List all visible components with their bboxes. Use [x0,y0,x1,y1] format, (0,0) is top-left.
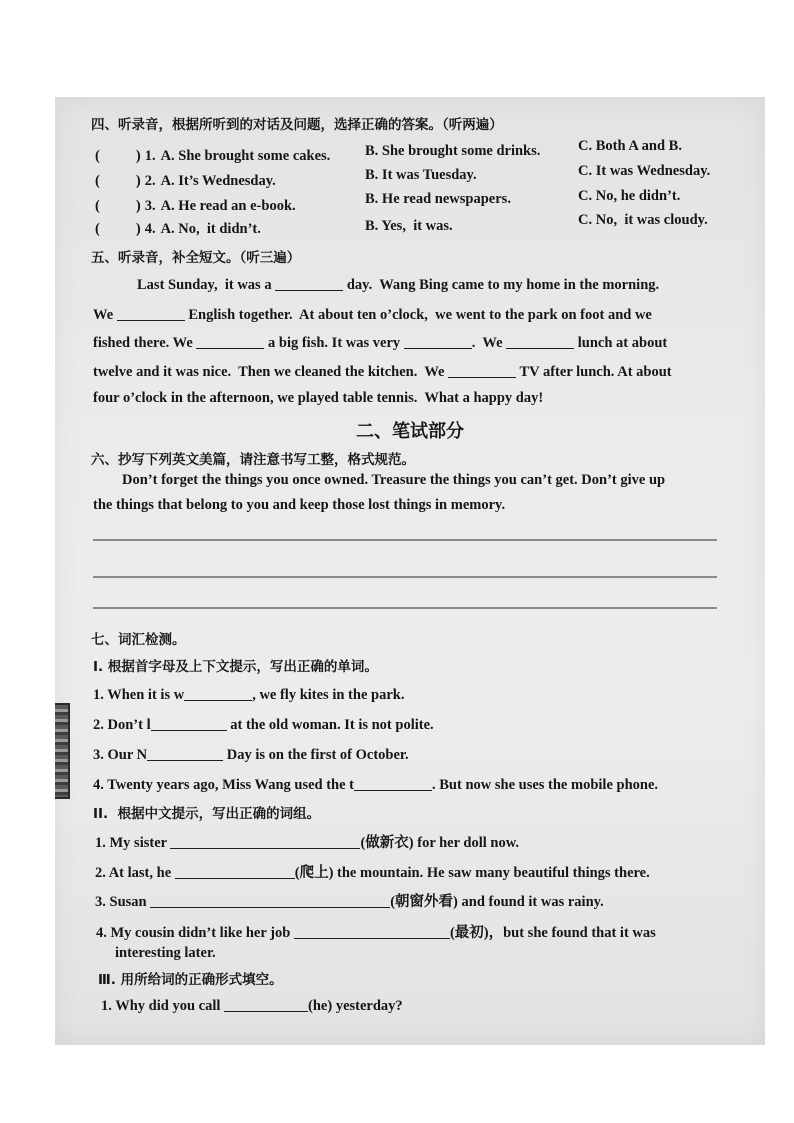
answer-blank[interactable] [184,688,252,701]
passage-text: Last Sunday, it was a [137,277,276,293]
question-1-option-c: C. Both A and B. [578,138,682,154]
answer-blank[interactable] [150,895,390,908]
section-six-heading: 六、抄写下列英文美篇，请注意书写工整，格式规范。 [91,452,415,468]
passage-blank[interactable] [404,336,472,349]
option-a: A. He read an e-book. [160,198,296,214]
bracket-close: ) [135,221,141,237]
answer-blank[interactable] [224,999,308,1012]
item-text: 3. Susan [95,894,151,910]
question-1-row [95,147,330,165]
bracket-close: ) [135,198,141,214]
item-text: , we fly kites in the park. [252,687,405,703]
initial-letter-heading: I. 根据首字母及上下文提示，写出正确的单词。 [93,659,378,675]
phrase-item-1 [95,834,519,852]
phrase-item-4 [96,924,656,942]
passage-text: day. Wang Bing came to my home in the morning. [343,277,660,293]
option-a: A. She brought some cakes. [160,148,331,164]
initial-letter-item-2 [93,716,434,734]
answer-blank[interactable] [151,718,227,731]
item-text: 2. Don’t l [93,717,151,733]
bracket-close: ) [135,173,141,189]
question-4-row [95,220,261,238]
written-part-title: 二、笔试部分 [356,421,464,442]
bracket-open: ( [95,221,100,237]
passage-blank[interactable] [448,365,516,378]
bracket-open: ( [95,173,100,189]
question-1-option-b: B. She brought some drinks. [365,143,541,159]
answer-blank[interactable] [147,748,223,761]
question-number: 4. [144,221,156,237]
item-text: . But now she uses the mobile phone. [432,777,659,793]
passage-text: four o’clock in the afternoon, we played table tennis. What a happy day! [93,390,544,406]
passage-text: . We [471,335,507,351]
question-2-option-b: B. It was Tuesday. [365,167,477,183]
question-4-option-b: B. Yes, it was. [365,218,453,234]
passage-text: TV after lunch. At about [516,364,672,380]
initial-letter-item-1 [93,686,404,704]
passage-line-5 [93,389,543,407]
item-text: Day is on the first of October. [223,747,409,763]
answer-slot[interactable] [100,221,136,233]
section-four-heading: 四、听录音，根据所听到的对话及问题，选择正确的答案。（听两遍） [91,117,503,133]
initial-letter-item-4 [93,776,658,794]
margin-photo-fragment [55,703,70,799]
item-text: at the old woman. It is not polite. [226,717,434,733]
question-number: 1. [144,148,156,164]
item-text: 2. At last, he [95,865,175,881]
question-3-option-b: B. He read newspapers. [365,191,511,207]
writing-lines [93,530,723,615]
passage-line-2 [93,306,652,324]
bracket-open: ( [95,198,100,214]
item-text: 1. Why did you call [101,998,225,1014]
phrases-heading: II. 根据中文提示，写出正确的词组。 [93,806,321,822]
item-text: (爬上) the mountain. He saw many beautiful things there. [294,865,650,881]
item-text: 1. When it is w [93,687,185,703]
item-text: 4. My cousin didn’t like her job [96,925,294,941]
item-text: (做新衣) for her doll now. [360,835,520,851]
passage-blank[interactable] [117,308,185,321]
bracket-open: ( [95,148,100,164]
item-text: 1. My sister [95,835,171,851]
question-4-option-c: C. No, it was cloudy. [578,212,708,228]
question-3-option-c: C. No, he didn’t. [578,188,681,204]
answer-blank[interactable] [170,836,360,849]
question-3-row [95,197,296,215]
option-a: A. No, it didn’t. [160,221,261,237]
item-text: (最初)，but she found that it was [449,925,656,941]
section-seven-heading: 七、词汇检测。 [91,632,186,648]
option-a: A. It’s Wednesday. [160,173,276,189]
phrase-item-3 [95,893,604,911]
copy-text-line-1: Don’t forget the things you once owned. Treasure the things you can’t get. Don’t give up [122,472,666,488]
passage-text: fished there. We [93,335,197,351]
question-number: 2. [144,173,156,189]
question-2-option-c: C. It was Wednesday. [578,163,711,179]
item-text: (朝窗外看) and found it was rainy. [390,894,604,910]
question-number: 3. [144,198,156,214]
passage-line-1 [137,276,659,294]
initial-letter-item-3 [93,746,409,764]
item-text: (he) yesterday? [308,998,403,1014]
item-text: 3. Our N [93,747,148,763]
answer-blank[interactable] [175,866,295,879]
passage-text: English together. At about ten o’clock, we went to the park on foot and we [184,307,652,323]
passage-text: twelve and it was nice. Then we cleaned the kitchen. We [93,364,449,380]
passage-line-4 [93,363,672,381]
answer-blank[interactable] [294,926,450,939]
passage-text: a big fish. It was very [264,335,404,351]
copy-text-line-2: the things that belong to you and keep those lost things in memory. [93,497,506,513]
answer-blank[interactable] [354,778,432,791]
passage-blank[interactable] [275,278,343,291]
item-text: 4. Twenty years ago, Miss Wang used the t [93,777,355,793]
bracket-close: ) [135,148,141,164]
passage-text: lunch at about [574,335,668,351]
phrase-item-4-continued: interesting later. [115,945,216,961]
passage-blank[interactable] [196,336,264,349]
passage-line-3 [93,334,667,352]
section-five-heading: 五、听录音，补全短文。（听三遍） [91,250,301,266]
answer-slot[interactable] [100,198,136,210]
word-forms-heading: Ⅲ. 用所给词的正确形式填空。 [98,972,283,988]
answer-slot[interactable] [100,148,136,160]
passage-text: We [93,307,117,323]
answer-slot[interactable] [100,173,136,185]
phrase-item-2 [95,864,650,882]
word-form-item-1 [101,997,403,1015]
passage-blank[interactable] [506,336,574,349]
question-2-row [95,172,276,190]
